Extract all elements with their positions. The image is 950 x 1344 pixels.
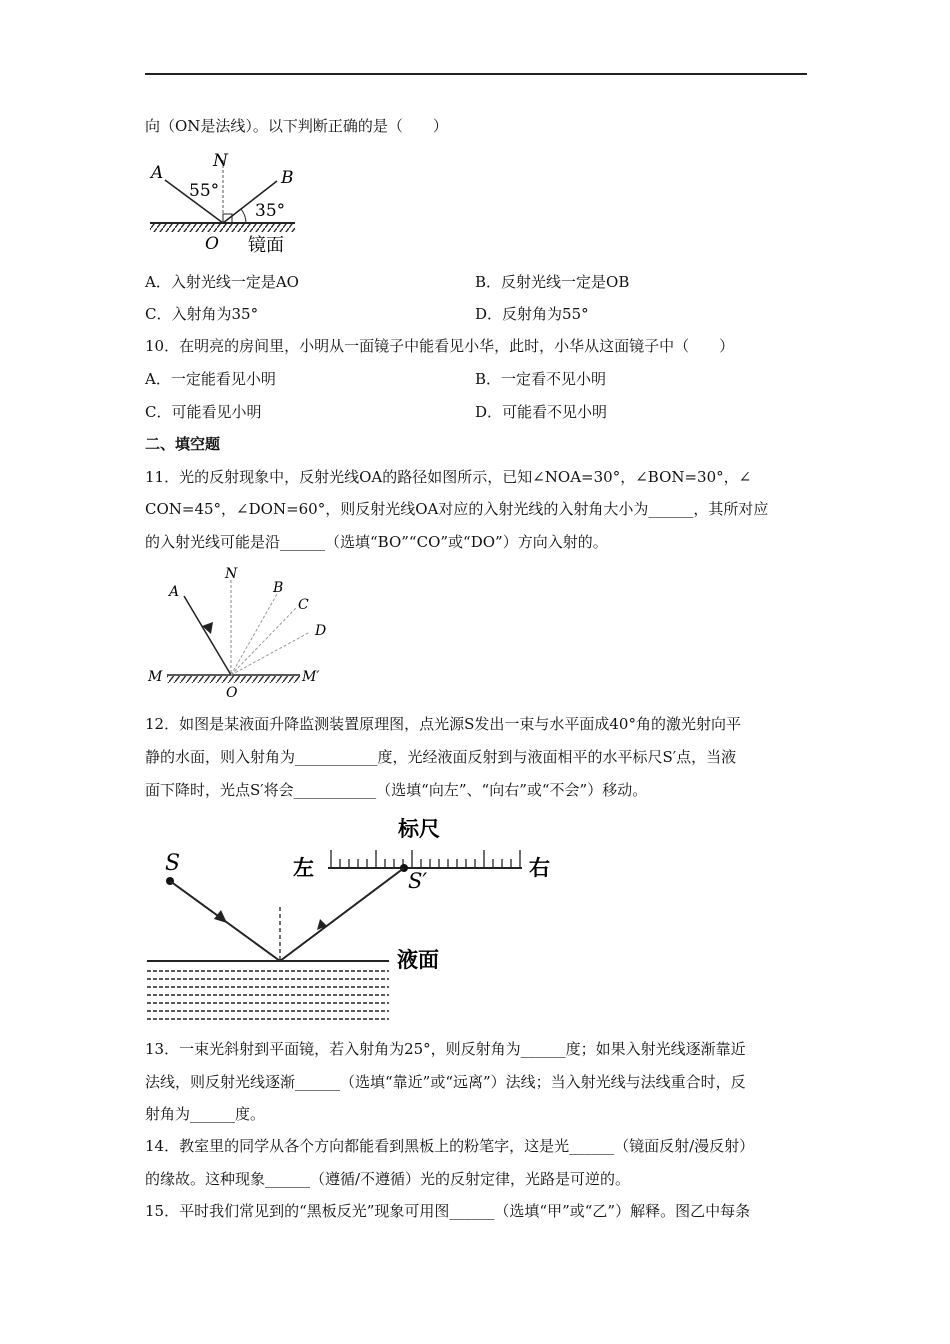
label-m-prime: M′ xyxy=(302,669,320,685)
label-35: 35° xyxy=(255,201,286,221)
q12-figure xyxy=(145,812,585,1030)
ray-oa xyxy=(184,596,231,675)
q15-line-1: 15．平时我们常见到的“黑板反光”现象可用图______（选填“甲”或“乙”）解释。图乙中每条 xyxy=(145,1202,751,1220)
mirror-hatch xyxy=(167,676,300,683)
q9-option-a: A．入射光线一定是AO xyxy=(145,273,299,291)
label-o: O xyxy=(226,685,238,701)
q11-figure xyxy=(145,562,335,702)
label-b: B xyxy=(281,168,294,188)
ruler-ticks xyxy=(331,850,520,868)
label-left: 左 xyxy=(293,856,314,880)
q9-stem-tail: 向（ON是法线）。以下判断正确的是（ ） xyxy=(145,117,448,135)
header-rule xyxy=(145,73,807,75)
section-title: 二、填空题 xyxy=(145,435,221,453)
label-a: A xyxy=(151,163,164,183)
liquid-body xyxy=(147,971,389,1019)
q10-stem: 10．在明亮的房间里，小明从一面镜子中能看见小华，此时，小华从这面镜子中（ ） xyxy=(145,337,735,355)
label-right: 右 xyxy=(529,856,550,880)
label-ruler: 标尺 xyxy=(398,817,440,841)
label-s: S xyxy=(165,851,181,876)
q9-figure xyxy=(145,148,305,258)
q9-option-c: C．入射角为35° xyxy=(145,305,259,323)
q10-option-b: B．一定看不见小明 xyxy=(475,370,607,388)
line-od xyxy=(231,632,310,675)
label-mirror: 镜面 xyxy=(248,235,284,256)
label-55: 55° xyxy=(189,181,220,201)
label-s-prime: S′ xyxy=(408,869,428,893)
mirror-hatch xyxy=(150,224,295,232)
q11-line-1: 11．光的反射现象中，反射光线OA的路径如图所示，已知∠NOA=30°，∠BON=30°，∠ xyxy=(145,468,752,486)
arc-35 xyxy=(241,209,246,223)
label-o: O xyxy=(205,234,219,254)
q12-line-2: 静的水面，则入射角为___________度，光经液面反射到与液面相平的水平标尺S′点，当液 xyxy=(145,748,737,766)
q11-line-2: CON=45°，∠DON=60°，则反射光线OA对应的入射光线的入射角大小为______，其所对应 xyxy=(145,500,769,518)
q10-option-d: D．可能看不见小明 xyxy=(475,403,608,421)
q12-line-3: 面下降时，光点S′将会___________（选填“向左”、“向右”或“不会”）移动。 xyxy=(145,781,648,799)
q10-option-c: C．可能看见小明 xyxy=(145,403,262,421)
label-m: M xyxy=(148,669,163,685)
q14-line-1: 14．教室里的同学从各个方向都能看到黑板上的粉笔字，这是光______（镜面反射/漫反射） xyxy=(145,1137,755,1155)
label-liquid: 液面 xyxy=(397,948,439,972)
q9-option-b: B．反射光线一定是OB xyxy=(475,273,630,291)
label-n: N xyxy=(225,566,238,582)
label-c: C xyxy=(298,597,309,613)
label-a: A xyxy=(169,584,180,600)
reflected-ray xyxy=(280,868,404,961)
q9-option-d: D．反射角为55° xyxy=(475,305,589,323)
label-b: B xyxy=(273,580,284,596)
q14-line-2: 的缘故。这种现象______（遵循/不遵循）光的反射定律，光路是可逆的。 xyxy=(145,1170,631,1188)
label-n: N xyxy=(213,151,228,171)
label-d: D xyxy=(315,623,327,639)
incident-arrow xyxy=(214,910,227,923)
q10-option-a: A．一定能看见小明 xyxy=(145,370,276,388)
q13-line-2: 法线，则反射光线逐渐______（选填“靠近”或“远离”）法线；当入射光线与法线重合时，反 xyxy=(145,1073,746,1091)
q13-line-3: 射角为______度。 xyxy=(145,1105,266,1123)
q12-line-1: 12．如图是某液面升降监测装置原理图，点光源S发出一束与水平面成40°角的激光射向平 xyxy=(145,715,741,733)
q13-line-1: 13．一束光斜射到平面镜，若入射角为25°，则反射角为______度；如果入射光线逐渐靠近 xyxy=(145,1040,746,1058)
q11-line-3: 的入射光线可能是沿______（选填“BO”“CO”或“DO”）方向入射的。 xyxy=(145,533,608,551)
